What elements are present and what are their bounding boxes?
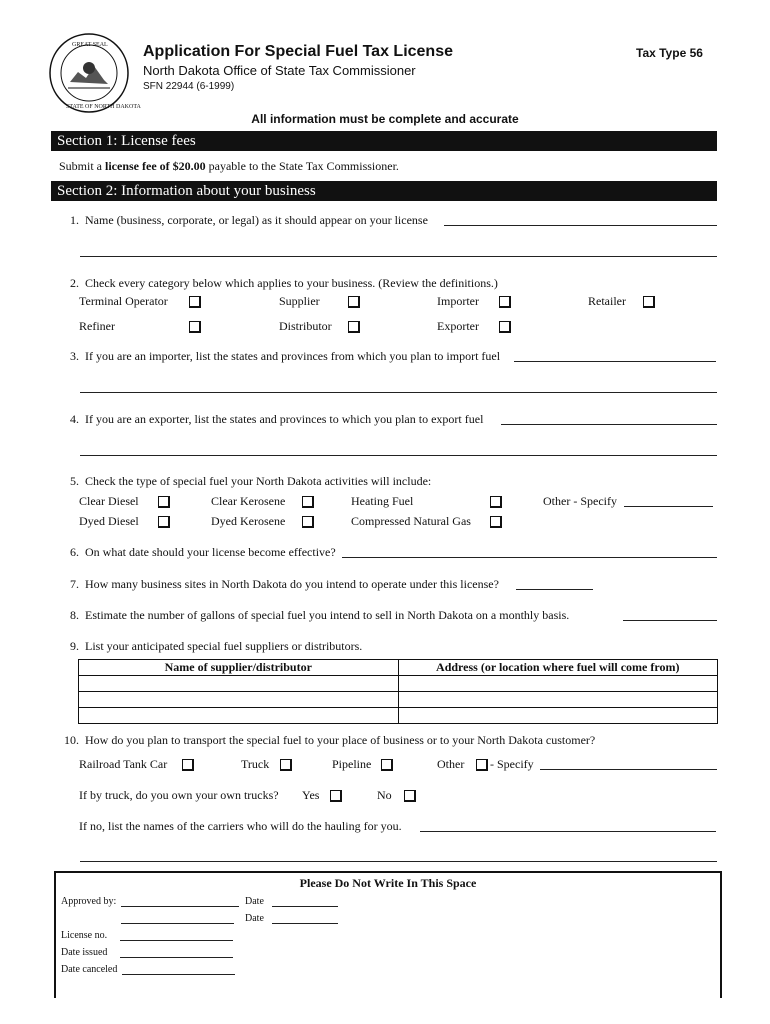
opt-distributor-label: Distributor — [279, 319, 332, 333]
table-row — [79, 708, 718, 724]
q1-num: 1. — [70, 213, 79, 227]
q6 — [57, 545, 336, 560]
agency-name: North Dakota Office of State Tax Commissioner — [143, 63, 416, 78]
q2 — [57, 276, 498, 291]
fuel-cng-label: Compressed Natural Gas — [351, 514, 471, 528]
date-label-1: Date — [245, 896, 264, 907]
license-no-row — [61, 930, 233, 941]
date-field-2[interactable] — [272, 914, 338, 924]
q4-field-2[interactable] — [80, 455, 717, 456]
tax-type: Tax Type 56 — [636, 46, 703, 60]
transport-rail-checkbox[interactable] — [182, 759, 194, 771]
q1-text: Name (business, corporate, or legal) as it should appear on your license — [85, 213, 428, 227]
q4-num: 4. — [70, 412, 79, 426]
own-trucks-question: If by truck, do you own your own trucks? — [79, 788, 279, 802]
date-canceled-field[interactable] — [122, 965, 235, 975]
approved-by-field[interactable] — [121, 897, 239, 907]
svg-text:STATE OF NORTH DAKOTA: STATE OF NORTH DAKOTA — [66, 104, 141, 110]
table-row — [79, 676, 718, 692]
svg-text:GREAT SEAL: GREAT SEAL — [72, 42, 108, 48]
opt-importer-label: Importer — [437, 294, 479, 308]
fuel-cng-checkbox[interactable] — [490, 516, 502, 528]
own-trucks-yes-checkbox[interactable] — [330, 790, 342, 802]
q3-num: 3. — [70, 349, 79, 363]
transport-truck-checkbox[interactable] — [280, 759, 292, 771]
fuel-heating-fuel-label: Heating Fuel — [351, 494, 414, 508]
approved-by-row-2 — [121, 913, 234, 924]
fuel-dyed-kerosene-label: Dyed Kerosene — [211, 514, 286, 528]
opt-supplier-checkbox[interactable] — [348, 296, 360, 308]
fuel-clear-diesel-label: Clear Diesel — [79, 494, 139, 508]
section2-header: Section 2: Information about your business — [51, 181, 717, 201]
q5-num: 5. — [70, 474, 79, 488]
opt-terminal-operator-checkbox[interactable] — [189, 296, 201, 308]
q8-text: Estimate the number of gallons of special fuel you intend to sell in North Dakota on a monthly basis. — [85, 608, 570, 622]
supplier-address-cell[interactable] — [398, 708, 718, 724]
transport-truck-label: Truck — [241, 757, 270, 771]
own-trucks-no-checkbox[interactable] — [404, 790, 416, 802]
fee-text-pre: Submit a — [59, 159, 106, 173]
q7-sites-field[interactable] — [516, 589, 593, 590]
opt-retailer-checkbox[interactable] — [643, 296, 655, 308]
form-title: Application For Special Fuel Tax License — [143, 43, 453, 60]
q9 — [57, 639, 362, 654]
q1 — [57, 213, 428, 228]
q8-gallons-field[interactable] — [623, 620, 717, 621]
transport-other-label: Other — [437, 757, 465, 771]
q6-date-field[interactable] — [342, 557, 717, 558]
transport-pipeline-label: Pipeline — [332, 757, 372, 771]
fuel-other-specify-label: Other - Specify — [543, 494, 617, 508]
fuel-other-specify-field[interactable] — [624, 506, 713, 507]
opt-exporter-checkbox[interactable] — [499, 321, 511, 333]
transport-specify-field[interactable] — [540, 769, 717, 770]
fuel-dyed-diesel-checkbox[interactable] — [158, 516, 170, 528]
fuel-heating-fuel-checkbox[interactable] — [490, 496, 502, 508]
supplier-name-cell[interactable] — [79, 692, 399, 708]
opt-importer-checkbox[interactable] — [499, 296, 511, 308]
col-supplier-address: Address (or location where fuel will come from) — [398, 660, 718, 676]
q7-text: How many business sites in North Dakota do you intend to operate under this license? — [85, 577, 499, 591]
q8-num: 8. — [70, 608, 79, 622]
section1-text — [59, 159, 399, 174]
carriers-question: If no, list the names of the carriers who will do the hauling for you. — [79, 819, 402, 833]
q10-num: 10. — [64, 733, 79, 747]
opt-retailer-label: Retailer — [588, 294, 626, 308]
office-use-box — [54, 871, 722, 998]
supplier-address-cell[interactable] — [398, 692, 718, 708]
fee-text-bold: license fee of $20.00 — [105, 159, 206, 173]
table-row — [79, 692, 718, 708]
approved-by-field-2[interactable] — [121, 914, 234, 924]
q2-text: Check every category below which applies to your business. (Review the definitions.) — [85, 276, 498, 290]
form-number: SFN 22944 (6-1999) — [143, 81, 235, 92]
supplier-table-header — [79, 660, 718, 676]
license-no-label: License no. — [61, 930, 108, 941]
q1-name-field-2[interactable] — [80, 256, 717, 257]
office-use-title: Please Do Not Write In This Space — [299, 876, 477, 890]
q10 — [51, 733, 595, 748]
opt-terminal-operator-label: Terminal Operator — [79, 294, 168, 308]
supplier-table — [78, 659, 718, 724]
opt-supplier-label: Supplier — [279, 294, 320, 308]
date-issued-field[interactable] — [120, 948, 233, 958]
transport-pipeline-checkbox[interactable] — [381, 759, 393, 771]
q4-field[interactable] — [501, 424, 717, 425]
approved-by-label: Approved by: — [61, 896, 117, 907]
q7 — [57, 577, 499, 592]
date-issued-row — [61, 947, 233, 958]
fuel-dyed-diesel-label: Dyed Diesel — [79, 514, 139, 528]
date-row-1 — [245, 896, 338, 907]
q9-text: List your anticipated special fuel suppliers or distributors. — [85, 639, 363, 653]
q6-text: On what date should your license become effective? — [85, 545, 336, 559]
supplier-name-cell[interactable] — [79, 676, 399, 692]
fuel-clear-kerosene-label: Clear Kerosene — [211, 494, 286, 508]
q4-text: If you are an exporter, list the states and provinces to which you plan to export fuel — [85, 412, 484, 426]
date-row-2 — [245, 913, 338, 924]
date-canceled-row — [61, 964, 235, 975]
notice-text: All information must be complete and accurate — [251, 112, 519, 126]
opt-refiner-checkbox[interactable] — [189, 321, 201, 333]
fuel-clear-kerosene-checkbox[interactable] — [302, 496, 314, 508]
q3-field-2[interactable] — [80, 392, 717, 393]
fuel-dyed-kerosene-checkbox[interactable] — [302, 516, 314, 528]
section1-header: Section 1: License fees — [51, 131, 717, 151]
opt-exporter-label: Exporter — [437, 319, 479, 333]
carriers-field-2[interactable] — [80, 861, 717, 862]
q10-text: How do you plan to transport the special fuel to your place of business or to your North Dakota customer? — [85, 733, 596, 747]
q2-num: 2. — [70, 276, 79, 290]
q9-num: 9. — [70, 639, 79, 653]
q7-num: 7. — [70, 577, 79, 591]
opt-refiner-label: Refiner — [79, 319, 115, 333]
license-no-field[interactable] — [120, 931, 233, 941]
state-seal — [48, 32, 141, 114]
carriers-field[interactable] — [420, 831, 716, 832]
q8 — [57, 608, 569, 623]
transport-specify-label: - Specify — [490, 757, 534, 771]
date-field-1[interactable] — [272, 897, 338, 907]
q3 — [57, 349, 500, 364]
q5-text: Check the type of special fuel your North Dakota activities will include: — [85, 474, 432, 488]
date-label-2: Date — [245, 913, 264, 924]
fuel-clear-diesel-checkbox[interactable] — [158, 496, 170, 508]
transport-rail-label: Railroad Tank Car — [79, 757, 168, 771]
opt-distributor-checkbox[interactable] — [348, 321, 360, 333]
supplier-name-cell[interactable] — [79, 708, 399, 724]
date-issued-label: Date issued — [61, 947, 108, 958]
supplier-address-cell[interactable] — [398, 676, 718, 692]
q1-name-field[interactable] — [444, 225, 717, 226]
own-trucks-yes-label: Yes — [302, 788, 320, 802]
q3-text: If you are an importer, list the states and provinces from which you plan to import fuel — [85, 349, 501, 363]
date-canceled-label: Date canceled — [61, 964, 118, 975]
q5 — [57, 474, 431, 489]
transport-other-checkbox[interactable] — [476, 759, 488, 771]
q4 — [57, 412, 483, 427]
col-supplier-name: Name of supplier/distributor — [79, 660, 399, 676]
fee-text-post: payable to the State Tax Commissioner. — [205, 159, 399, 173]
q3-field[interactable] — [514, 361, 716, 362]
own-trucks-no-label: No — [377, 788, 392, 802]
q6-num: 6. — [70, 545, 79, 559]
approved-by-row — [61, 896, 239, 907]
